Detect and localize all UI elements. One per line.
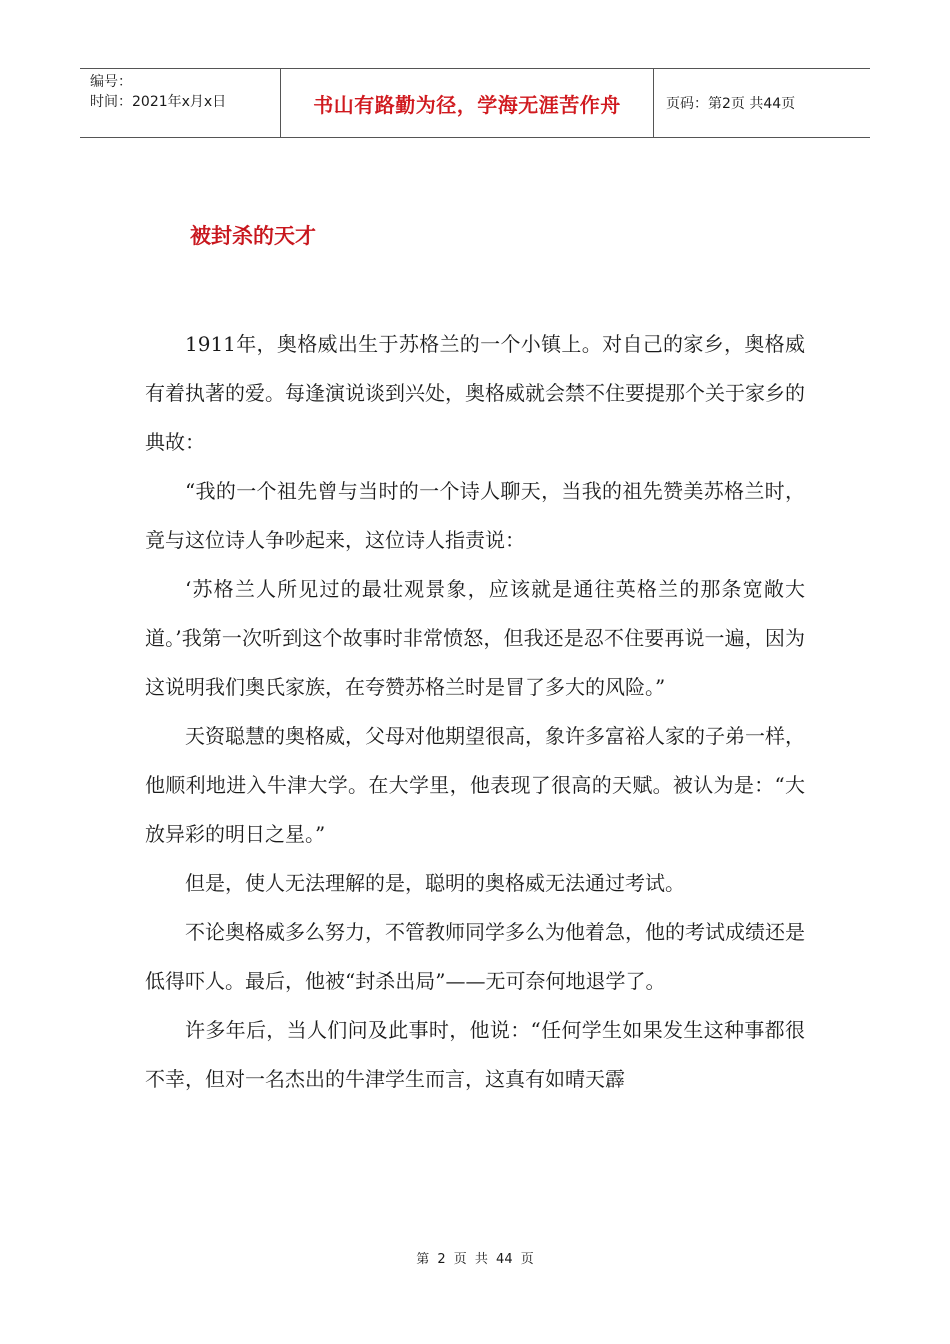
header-page-info: 页码：第2页 共44页 (666, 96, 796, 112)
article-body (145, 320, 805, 1104)
paragraph: 1911年，奥格威出生于苏格兰的一个小镇上。对自己的家乡，奥格威有着执著的爱。每逢演说谈到兴处，奥格威就会禁不住要提那个关于家乡的典故： (145, 332, 805, 454)
paragraph: “我的一个祖先曾与当时的一个诗人聊天，当我的祖先赞美苏格兰时，竟与这位诗人争吵起来，这位诗人指责说： (145, 479, 805, 552)
header-meta-cell (80, 69, 281, 137)
header-motto: 书山有路勤为径，学海无涯苦作舟 (313, 92, 621, 117)
document-number-label: 编号： (90, 74, 132, 90)
document-date-label: 时间：2021年x月x日 (90, 94, 227, 110)
header-page-cell (654, 69, 870, 137)
page-header (80, 68, 870, 138)
paragraph: 许多年后，当人们问及此事时，他说：“任何学生如果发生这种事都很不幸，但对一名杰出的牛津学生而言，这真有如晴天霹 (145, 1018, 805, 1091)
paragraph: ‘苏格兰人所见过的最壮观景象，应该就是通往英格兰的那条宽敞大道。’我第一次听到这个故事时非常愤怒，但我还是忍不住要再说一遍，因为这说明我们奥氏家族，在夸赞苏格兰时是冒了多大的风险。” (145, 577, 805, 699)
article-title: 被封杀的天才 (190, 224, 316, 248)
paragraph: 但是，使人无法理解的是，聪明的奥格威无法通过考试。 (185, 871, 685, 895)
paragraph: 天资聪慧的奥格威，父母对他期望很高，象许多富裕人家的子弟一样，他顺利地进入牛津大学。在大学里，他表现了很高的天赋。被认为是：“大放异彩的明日之星。” (145, 724, 805, 846)
paragraph: 不论奥格威多么努力，不管教师同学多么为他着急，他的考试成绩还是低得吓人。最后，他被“封杀出局”——无可奈何地退学了。 (145, 920, 805, 993)
page-footer: 第 2 页 共 44 页 (416, 1252, 534, 1267)
header-motto-cell (281, 69, 654, 137)
